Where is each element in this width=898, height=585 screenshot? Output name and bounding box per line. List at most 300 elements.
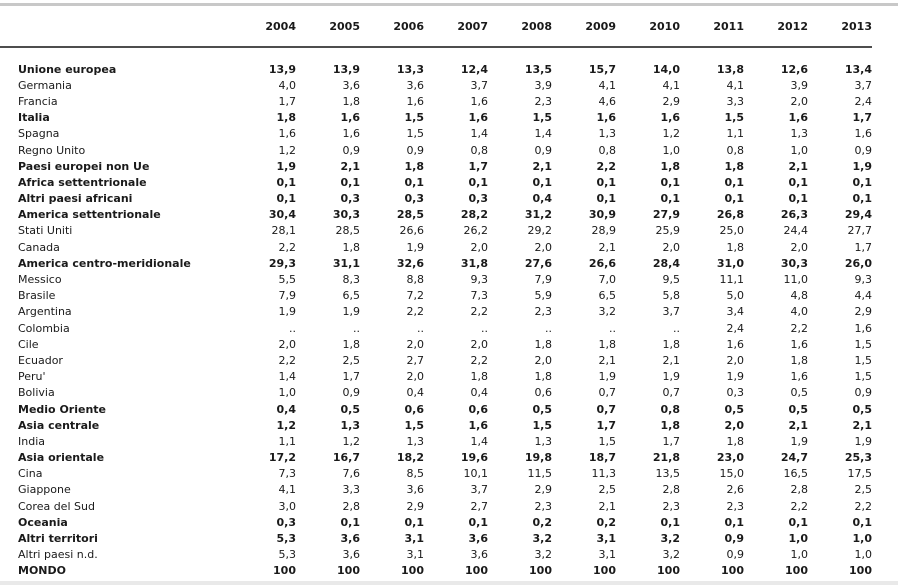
value-cell: 2,1 [340, 159, 360, 173]
table-row [0, 547, 872, 563]
row-label-cell: America settentrionale [18, 208, 161, 222]
value-cell: 3,9 [790, 78, 808, 92]
value-cell: 0,4 [470, 386, 488, 400]
value-cell: 3,3 [726, 94, 744, 108]
row-label-cell: Canada [18, 240, 60, 254]
row-label-cell: Italia [18, 111, 50, 125]
value-cell: 1,0 [278, 386, 296, 400]
value-cell: 26,6 [588, 256, 616, 270]
value-cell: 0,1 [468, 515, 488, 529]
value-cell: 26,0 [844, 256, 872, 270]
row-label-cell: Altri territori [18, 532, 98, 546]
row-label-cell: America centro-meridionale [18, 256, 191, 270]
table-row [0, 110, 872, 126]
value-cell: 2,8 [342, 499, 360, 513]
row-label-cell: Africa settentrionale [18, 175, 147, 189]
value-cell: 2,0 [534, 353, 552, 367]
row-label-cell: India [18, 434, 45, 448]
value-cell: 100 [721, 564, 744, 578]
value-cell: 3,1 [406, 548, 424, 562]
value-cell: 13,9 [332, 62, 360, 76]
value-cell: 0,8 [470, 143, 488, 157]
value-cell: 24,4 [783, 224, 808, 238]
value-cell: 1,6 [468, 111, 488, 125]
value-cell: 1,9 [278, 305, 296, 319]
value-cell: 1,2 [278, 143, 296, 157]
value-cell: 3,2 [534, 548, 552, 562]
row-label-cell: Bolivia [18, 386, 55, 400]
value-cell: 0,3 [340, 192, 360, 206]
value-cell: 2,0 [662, 240, 680, 254]
row-label-cell: Spagna [18, 127, 60, 141]
value-cell: 25,0 [719, 224, 744, 238]
year-column-header: 2009 [552, 6, 616, 47]
table-row [0, 352, 872, 368]
value-cell: 0,5 [724, 402, 744, 416]
value-cell: 1,6 [278, 127, 296, 141]
value-cell: 1,7 [278, 94, 296, 108]
value-cell: 31,0 [716, 256, 744, 270]
value-cell: 2,0 [406, 370, 424, 384]
value-cell: 27,6 [524, 256, 552, 270]
value-cell: 1,9 [852, 159, 872, 173]
value-cell: 0,1 [404, 175, 424, 189]
value-cell: 17,2 [268, 451, 296, 465]
value-cell: 1,9 [662, 370, 680, 384]
value-cell: 1,3 [406, 434, 424, 448]
value-cell: 1,0 [790, 548, 808, 562]
value-cell: 25,9 [655, 224, 680, 238]
value-cell: 5,3 [276, 532, 296, 546]
value-cell: 1,5 [406, 127, 424, 141]
value-cell: 16,5 [783, 467, 808, 481]
value-cell: 1,5 [598, 434, 616, 448]
value-cell: 2,2 [854, 499, 872, 513]
value-cell: 1,6 [726, 337, 744, 351]
value-cell: 3,2 [662, 548, 680, 562]
value-cell: 1,9 [276, 159, 296, 173]
value-cell: 5,9 [534, 289, 552, 303]
value-cell: 1,7 [852, 111, 872, 125]
value-cell: 1,8 [660, 159, 680, 173]
table-row [0, 482, 872, 498]
value-cell: 3,6 [406, 78, 424, 92]
value-cell: 3,1 [404, 532, 424, 546]
value-cell: 0,1 [852, 192, 872, 206]
value-cell: 3,6 [470, 548, 488, 562]
value-cell: 1,5 [724, 111, 744, 125]
value-cell: 0,4 [532, 192, 552, 206]
year-header-row [0, 6, 872, 47]
row-label-cell: Cile [18, 337, 39, 351]
value-cell: 100 [465, 564, 488, 578]
value-cell: 0,1 [724, 175, 744, 189]
value-cell: 0,1 [852, 515, 872, 529]
table-row [0, 77, 872, 93]
value-cell: 5,8 [662, 289, 680, 303]
table-row [0, 223, 872, 239]
value-cell: 29,4 [844, 208, 872, 222]
value-cell: 27,9 [652, 208, 680, 222]
value-cell: 1,1 [278, 434, 296, 448]
value-cell: 1,9 [406, 240, 424, 254]
row-label-cell: Asia centrale [18, 418, 100, 432]
value-cell: 15,7 [588, 62, 616, 76]
value-cell: 0,1 [788, 192, 808, 206]
value-cell: 28,5 [335, 224, 360, 238]
table-body [0, 47, 872, 579]
value-cell: 13,9 [268, 62, 296, 76]
table-row [0, 239, 872, 255]
value-cell: 15,0 [719, 467, 744, 481]
table-row [0, 385, 872, 401]
value-cell: 0,5 [852, 402, 872, 416]
value-cell: 29,2 [527, 224, 552, 238]
value-cell: 2,5 [598, 483, 616, 497]
year-column-header: 2004 [232, 6, 296, 47]
value-cell: 1,9 [726, 370, 744, 384]
value-cell: 1,4 [470, 127, 488, 141]
value-cell: 1,7 [342, 370, 360, 384]
value-cell: 3,6 [406, 483, 424, 497]
value-cell: 2,4 [854, 94, 872, 108]
value-cell: 0,6 [468, 402, 488, 416]
value-cell: 7,9 [278, 289, 296, 303]
year-column-header: 2011 [680, 6, 744, 47]
value-cell: 0,1 [340, 515, 360, 529]
value-cell: 100 [657, 564, 680, 578]
value-cell: 100 [593, 564, 616, 578]
value-cell: 28,9 [591, 224, 616, 238]
value-cell: 3,1 [596, 532, 616, 546]
value-cell: 3,6 [342, 548, 360, 562]
row-label-cell: Giappone [18, 483, 71, 497]
value-cell: 1,4 [470, 434, 488, 448]
value-cell: 8,8 [406, 273, 424, 287]
value-cell: 0,3 [468, 192, 488, 206]
value-cell: 1,6 [596, 111, 616, 125]
value-cell: 1,8 [790, 353, 808, 367]
value-cell: 1,7 [854, 240, 872, 254]
value-cell: 0,1 [660, 515, 680, 529]
value-cell: 17,5 [847, 467, 872, 481]
value-cell: 2,1 [598, 353, 616, 367]
value-cell: 0,5 [790, 386, 808, 400]
value-cell: 0,9 [726, 548, 744, 562]
value-cell: 26,6 [399, 224, 424, 238]
table-row [0, 498, 872, 514]
table-row [0, 563, 872, 579]
year-column-header: 2007 [424, 6, 488, 47]
value-cell: 0,9 [854, 386, 872, 400]
value-cell: 11,1 [719, 273, 744, 287]
row-label-cell: Paesi europei non Ue [18, 159, 150, 173]
row-label-cell: Brasile [18, 289, 56, 303]
value-cell: 2,0 [534, 240, 552, 254]
value-cell: 1,9 [854, 434, 872, 448]
value-cell: 2,1 [598, 240, 616, 254]
row-label-cell: MONDO [18, 564, 66, 578]
value-cell: 2,2 [596, 159, 616, 173]
value-cell: 5,5 [278, 273, 296, 287]
value-cell: 30,4 [268, 208, 296, 222]
value-cell: 7,2 [406, 289, 424, 303]
row-label-column-header [0, 6, 232, 47]
row-label-cell: Germania [18, 78, 72, 92]
value-cell: 2,3 [726, 499, 744, 513]
value-cell: 0,8 [726, 143, 744, 157]
value-cell: 3,6 [342, 78, 360, 92]
table-row [0, 466, 872, 482]
value-cell: 8,5 [406, 467, 424, 481]
table-row [0, 288, 872, 304]
table-row [0, 320, 872, 336]
value-cell: 13,5 [524, 62, 552, 76]
value-cell: 2,3 [662, 499, 680, 513]
value-cell: 1,8 [662, 337, 680, 351]
value-cell: 14,0 [652, 62, 680, 76]
value-cell: 1,7 [662, 434, 680, 448]
value-cell: 18,2 [396, 451, 424, 465]
value-cell: 2,9 [406, 499, 424, 513]
row-label-cell: Peru' [18, 370, 46, 384]
value-cell: 100 [337, 564, 360, 578]
value-cell: 1,8 [534, 370, 552, 384]
value-cell: 3,7 [854, 78, 872, 92]
value-cell: 21,8 [652, 451, 680, 465]
value-cell: 1,8 [534, 337, 552, 351]
value-cell: 0,1 [276, 175, 296, 189]
value-cell: 1,5 [854, 370, 872, 384]
value-cell: 3,2 [532, 532, 552, 546]
value-cell: 25,3 [844, 451, 872, 465]
value-cell: 27,7 [847, 224, 872, 238]
value-cell: 0,1 [276, 192, 296, 206]
value-cell: 2,1 [598, 499, 616, 513]
value-cell: 1,5 [404, 418, 424, 432]
value-cell: 0,9 [342, 386, 360, 400]
value-cell: 0,1 [596, 192, 616, 206]
value-cell: 30,3 [780, 256, 808, 270]
value-cell: 2,9 [534, 483, 552, 497]
value-cell: 2,8 [662, 483, 680, 497]
value-cell: 28,5 [396, 208, 424, 222]
value-cell: 1,6 [340, 111, 360, 125]
value-cell: 31,8 [460, 256, 488, 270]
value-cell: 9,5 [662, 273, 680, 287]
value-cell: 8,3 [342, 273, 360, 287]
value-cell: 4,8 [790, 289, 808, 303]
country-shares-by-year-table [0, 6, 872, 579]
value-cell: 1,2 [276, 418, 296, 432]
value-cell: 12,4 [460, 62, 488, 76]
value-cell: 100 [401, 564, 424, 578]
value-cell: 0,1 [660, 175, 680, 189]
value-cell: 2,7 [406, 353, 424, 367]
value-cell: 19,8 [524, 451, 552, 465]
value-cell: 13,3 [396, 62, 424, 76]
value-cell: 12,6 [780, 62, 808, 76]
value-cell: 2,0 [470, 240, 488, 254]
value-cell: 0,1 [404, 515, 424, 529]
value-cell: 0,1 [660, 192, 680, 206]
value-cell: 1,3 [598, 127, 616, 141]
statistics-table-page [0, 3, 898, 585]
table-row [0, 126, 872, 142]
value-cell: 1,0 [790, 143, 808, 157]
value-cell: 3,3 [342, 483, 360, 497]
value-cell: 1,3 [340, 418, 360, 432]
table-row [0, 191, 872, 207]
value-cell: 0,2 [596, 515, 616, 529]
value-cell: 1,6 [790, 370, 808, 384]
value-cell: .. [289, 321, 296, 335]
value-cell: 11,0 [783, 273, 808, 287]
value-cell: 16,7 [332, 451, 360, 465]
table-row [0, 530, 872, 546]
value-cell: 0,9 [854, 143, 872, 157]
value-cell: 6,5 [342, 289, 360, 303]
row-label-cell: Argentina [18, 305, 72, 319]
table-row [0, 93, 872, 109]
table-row [0, 401, 872, 417]
value-cell: 3,6 [340, 532, 360, 546]
value-cell: 1,5 [854, 353, 872, 367]
row-label-cell: Stati Uniti [18, 224, 73, 238]
value-cell: 2,2 [278, 240, 296, 254]
value-cell: 9,3 [470, 273, 488, 287]
value-cell: 3,0 [278, 499, 296, 513]
value-cell: 4,4 [854, 289, 872, 303]
value-cell: 26,2 [463, 224, 488, 238]
value-cell: 32,6 [396, 256, 424, 270]
value-cell: 1,8 [724, 159, 744, 173]
value-cell: 2,2 [406, 305, 424, 319]
value-cell: 29,3 [268, 256, 296, 270]
value-cell: 0,1 [468, 175, 488, 189]
table-row [0, 158, 872, 174]
value-cell: 11,5 [527, 467, 552, 481]
value-cell: 2,0 [406, 337, 424, 351]
value-cell: 1,3 [790, 127, 808, 141]
bottom-divider [0, 581, 898, 585]
value-cell: 0,1 [596, 175, 616, 189]
year-column-header: 2013 [808, 6, 872, 47]
value-cell: 1,8 [598, 337, 616, 351]
value-cell: 2,4 [726, 321, 744, 335]
value-cell: 1,6 [468, 418, 488, 432]
value-cell: 0,1 [724, 192, 744, 206]
table-row [0, 433, 872, 449]
value-cell: 2,0 [470, 337, 488, 351]
value-cell: 0,3 [276, 515, 296, 529]
value-cell: 7,3 [470, 289, 488, 303]
value-cell: 4,1 [278, 483, 296, 497]
value-cell: 0,4 [276, 402, 296, 416]
value-cell: 31,1 [332, 256, 360, 270]
value-cell: 1,0 [852, 532, 872, 546]
value-cell: 28,2 [460, 208, 488, 222]
table-row [0, 142, 872, 158]
row-label-cell: Cina [18, 467, 43, 481]
value-cell: 2,8 [790, 483, 808, 497]
value-cell: 0,6 [404, 402, 424, 416]
value-cell: 100 [529, 564, 552, 578]
value-cell: 30,9 [588, 208, 616, 222]
value-cell: 28,1 [271, 224, 296, 238]
value-cell: .. [545, 321, 552, 335]
value-cell: 3,6 [468, 532, 488, 546]
value-cell: 11,3 [591, 467, 616, 481]
row-label-cell: Ecuador [18, 353, 63, 367]
value-cell: 1,8 [726, 240, 744, 254]
value-cell: 1,9 [790, 434, 808, 448]
value-cell: 1,0 [788, 532, 808, 546]
value-cell: 2,9 [854, 305, 872, 319]
value-cell: 1,6 [790, 337, 808, 351]
value-cell: 5,3 [278, 548, 296, 562]
row-label-cell: Altri paesi africani [18, 192, 133, 206]
value-cell: 2,5 [854, 483, 872, 497]
value-cell: 1,6 [406, 94, 424, 108]
row-label-cell: Altri paesi n.d. [18, 548, 98, 562]
value-cell: 0,9 [342, 143, 360, 157]
value-cell: 2,5 [342, 353, 360, 367]
value-cell: 1,8 [342, 240, 360, 254]
value-cell: 1,8 [660, 418, 680, 432]
value-cell: 4,0 [790, 305, 808, 319]
value-cell: 0,5 [788, 402, 808, 416]
value-cell: 0,7 [662, 386, 680, 400]
table-row [0, 304, 872, 320]
value-cell: 1,6 [660, 111, 680, 125]
row-label-cell: Francia [18, 94, 58, 108]
row-label-cell: Regno Unito [18, 143, 86, 157]
row-label-cell: Oceania [18, 515, 68, 529]
value-cell: 3,7 [470, 483, 488, 497]
value-cell: 4,1 [726, 78, 744, 92]
value-cell: 0,3 [726, 386, 744, 400]
value-cell: 24,7 [780, 451, 808, 465]
value-cell: 0,1 [788, 175, 808, 189]
value-cell: 31,2 [524, 208, 552, 222]
value-cell: 4,6 [598, 94, 616, 108]
value-cell: 1,0 [662, 143, 680, 157]
value-cell: 3,9 [534, 78, 552, 92]
value-cell: 6,5 [598, 289, 616, 303]
value-cell: 2,3 [534, 499, 552, 513]
value-cell: .. [481, 321, 488, 335]
value-cell: 1,0 [854, 548, 872, 562]
value-cell: 23,0 [716, 451, 744, 465]
value-cell: 1,9 [342, 305, 360, 319]
table-row [0, 255, 872, 271]
row-label-cell: Colombia [18, 321, 70, 335]
value-cell: 1,7 [468, 159, 488, 173]
year-column-header: 2008 [488, 6, 552, 47]
value-cell: 0,5 [340, 402, 360, 416]
value-cell: 5,0 [726, 289, 744, 303]
value-cell: 7,9 [534, 273, 552, 287]
value-cell: 1,7 [596, 418, 616, 432]
value-cell: 2,1 [532, 159, 552, 173]
value-cell: 0,8 [598, 143, 616, 157]
value-cell: 2,1 [662, 353, 680, 367]
value-cell: 2,0 [726, 353, 744, 367]
value-cell: 2,2 [278, 353, 296, 367]
value-cell: 2,1 [788, 418, 808, 432]
value-cell: 1,5 [532, 111, 552, 125]
